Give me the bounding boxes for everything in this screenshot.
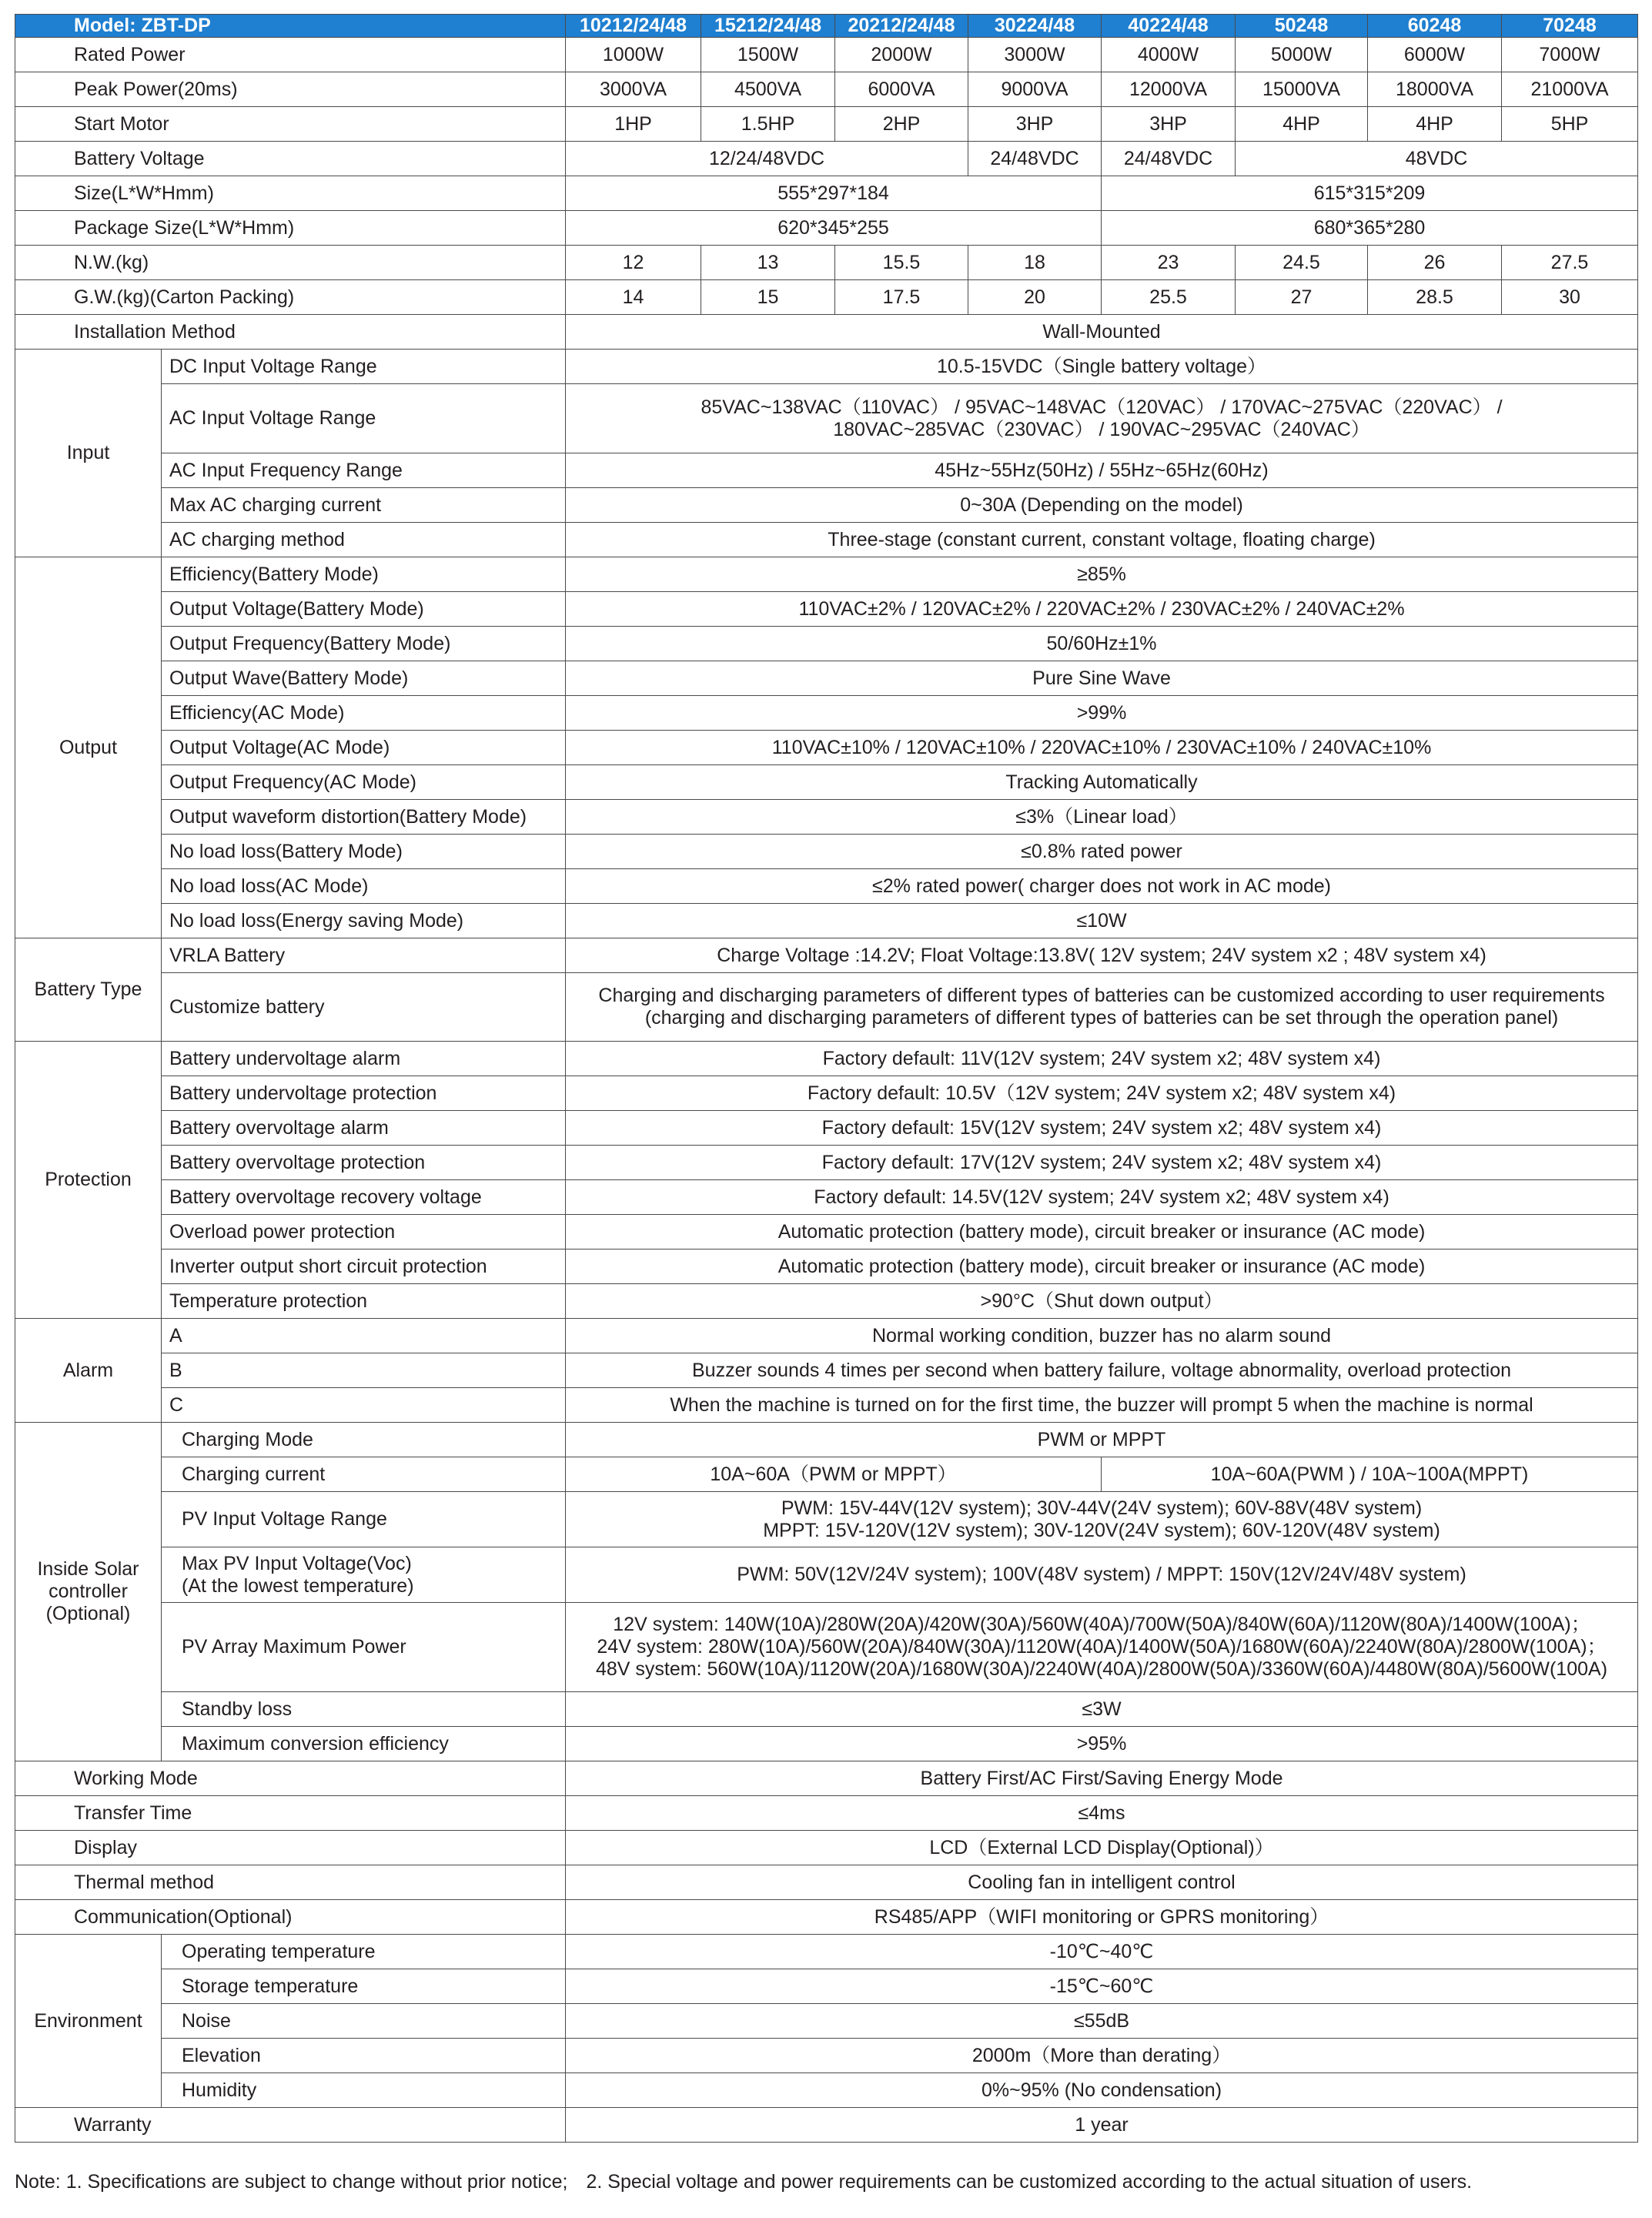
- cell-value: Charge Voltage :14.2V; Float Voltage:13.8V( 12V system; 24V system x2 ; 48V system x4): [566, 938, 1638, 973]
- nw-row: [15, 246, 1638, 280]
- model-col-7: 60248: [1368, 15, 1502, 38]
- cell-value: 85VAC~138VAC（110VAC） / 95VAC~148VAC（120VAC） / 170VAC~275VAC（220VAC） / 180VAC~285VAC（230VAC） / 190VAC~295VAC（240VAC）: [566, 384, 1638, 453]
- footnote-part-2: 2. Special voltage and power requirements can be customized according to the actual situation of users.: [586, 2171, 1473, 2193]
- model-col-4: 30224/48: [968, 15, 1102, 38]
- cell-value: RS485/APP（WIFI monitoring or GPRS monitoring）: [566, 1900, 1638, 1935]
- solar-row: [15, 1547, 1638, 1603]
- row-label: Charging Mode: [162, 1423, 566, 1457]
- row-label: Battery overvoltage alarm: [162, 1111, 566, 1146]
- row-label: Battery undervoltage protection: [162, 1076, 566, 1111]
- warranty-row: [15, 2108, 1638, 2143]
- alarm-row: [15, 1353, 1638, 1388]
- row-label: Maximum conversion efficiency: [162, 1727, 566, 1761]
- cell-value: 15: [701, 280, 835, 315]
- row-label: Thermal method: [15, 1865, 566, 1900]
- cell-value: 620*345*255: [566, 211, 1102, 246]
- model-col-2: 15212/24/48: [701, 15, 835, 38]
- protection-row: [15, 1250, 1638, 1284]
- row-label: Communication(Optional): [15, 1900, 566, 1935]
- installation-row: [15, 315, 1638, 350]
- row-label: No load loss(Energy saving Mode): [162, 904, 566, 938]
- transfer-time-row: [15, 1796, 1638, 1831]
- output-row: [15, 765, 1638, 800]
- row-label: Warranty: [15, 2108, 566, 2143]
- cell-value: 1000W: [566, 38, 701, 72]
- cell-value: 30: [1502, 280, 1638, 315]
- cell-value: 9000VA: [968, 72, 1102, 107]
- cell-value: 24/48VDC: [968, 142, 1102, 176]
- row-label: Standby loss: [162, 1692, 566, 1727]
- row-label: Charging current: [162, 1457, 566, 1492]
- row-label: Rated Power: [15, 38, 566, 72]
- cell-value: 27.5: [1502, 246, 1638, 280]
- cell-value: 680*365*280: [1102, 211, 1638, 246]
- row-label: Output Voltage(AC Mode): [162, 731, 566, 765]
- cell-value: 4000W: [1102, 38, 1236, 72]
- communication-row: [15, 1900, 1638, 1935]
- row-label: Working Mode: [15, 1761, 566, 1796]
- cell-value: When the machine is turned on for the first time, the buzzer will prompt 5 when the machine is normal: [566, 1388, 1638, 1423]
- group-label-alarm: Alarm: [15, 1319, 162, 1423]
- cell-value: Three-stage (constant current, constant voltage, floating charge): [566, 523, 1638, 557]
- row-label: Start Motor: [15, 107, 566, 142]
- solar-row: [15, 1727, 1638, 1761]
- cell-value: 45Hz~55Hz(50Hz) / 55Hz~65Hz(60Hz): [566, 453, 1638, 488]
- group-label-input: Input: [15, 350, 162, 557]
- cell-value: Charging and discharging parameters of different types of batteries can be customized according to user requirements (charging and discharging parameters of different types of batteries can be set through the operation panel): [566, 973, 1638, 1042]
- protection-row: [15, 1284, 1638, 1319]
- group-label-battery-type: Battery Type: [15, 938, 162, 1042]
- cell-value: 615*315*209: [1102, 176, 1638, 211]
- cell-value: Automatic protection (battery mode), circuit breaker or insurance (AC mode): [566, 1215, 1638, 1250]
- cell-value: 12000VA: [1102, 72, 1236, 107]
- cell-value: Factory default: 15V(12V system; 24V system x2; 48V system x4): [566, 1111, 1638, 1146]
- cell-value: Cooling fan in intelligent control: [566, 1865, 1638, 1900]
- input-row: [15, 453, 1638, 488]
- output-row: [15, 627, 1638, 661]
- cell-value: 20: [968, 280, 1102, 315]
- model-label: Model: ZBT-DP: [15, 15, 566, 38]
- row-label: Max PV Input Voltage(Voc) (At the lowest temperature): [162, 1547, 566, 1603]
- cell-value: PWM: 15V-44V(12V system); 30V-44V(24V system); 60V-88V(48V system) MPPT: 15V-120V(12V system); 30V-120V(24V system); 60V-120V(48V system): [566, 1492, 1638, 1547]
- row-label: G.W.(kg)(Carton Packing): [15, 280, 566, 315]
- cell-value: 1HP: [566, 107, 701, 142]
- cell-value: 555*297*184: [566, 176, 1102, 211]
- spec-table: [15, 14, 1638, 2143]
- row-label: Transfer Time: [15, 1796, 566, 1831]
- cell-value: 4500VA: [701, 72, 835, 107]
- row-label: No load loss(Battery Mode): [162, 835, 566, 869]
- cell-value: 18: [968, 246, 1102, 280]
- output-row: [15, 835, 1638, 869]
- cell-value: 27: [1236, 280, 1368, 315]
- protection-row: [15, 1180, 1638, 1215]
- output-row: [15, 696, 1638, 731]
- cell-value: Factory default: 11V(12V system; 24V system x2; 48V system x4): [566, 1042, 1638, 1076]
- row-label: Battery overvoltage protection: [162, 1146, 566, 1180]
- cell-value: 25.5: [1102, 280, 1236, 315]
- cell-value: 18000VA: [1368, 72, 1502, 107]
- row-label: AC Input Voltage Range: [162, 384, 566, 453]
- solar-row: [15, 1423, 1638, 1457]
- cell-value: 15.5: [835, 246, 968, 280]
- row-label: PV Array Maximum Power: [162, 1603, 566, 1692]
- model-col-5: 40224/48: [1102, 15, 1236, 38]
- battery-type-row: [15, 973, 1638, 1042]
- cell-value: Pure Sine Wave: [566, 661, 1638, 696]
- row-label: Efficiency(AC Mode): [162, 696, 566, 731]
- protection-row: [15, 1215, 1638, 1250]
- cell-value: Automatic protection (battery mode), circuit breaker or insurance (AC mode): [566, 1250, 1638, 1284]
- cell-value: Battery First/AC First/Saving Energy Mode: [566, 1761, 1638, 1796]
- cell-value: >95%: [566, 1727, 1638, 1761]
- header-row: [15, 15, 1638, 38]
- row-label: Battery undervoltage alarm: [162, 1042, 566, 1076]
- cell-value: Factory default: 10.5V（12V system; 24V system x2; 48V system x4): [566, 1076, 1638, 1111]
- cell-value: ≤4ms: [566, 1796, 1638, 1831]
- cell-value: >90°C（Shut down output）: [566, 1284, 1638, 1319]
- footnote: [15, 2171, 1472, 2193]
- cell-value: 26: [1368, 246, 1502, 280]
- cell-value: 110VAC±10% / 120VAC±10% / 220VAC±10% / 230VAC±10% / 240VAC±10%: [566, 731, 1638, 765]
- row-label: Overload power protection: [162, 1215, 566, 1250]
- cell-value: 110VAC±2% / 120VAC±2% / 220VAC±2% / 230VAC±2% / 240VAC±2%: [566, 592, 1638, 627]
- cell-value: 10.5-15VDC（Single battery voltage）: [566, 350, 1638, 384]
- cell-value: 17.5: [835, 280, 968, 315]
- cell-value: 4HP: [1368, 107, 1502, 142]
- cell-value: 14: [566, 280, 701, 315]
- solar-row: [15, 1692, 1638, 1727]
- cell-value: Buzzer sounds 4 times per second when battery failure, voltage abnormality, overload protection: [566, 1353, 1638, 1388]
- cell-value: ≤55dB: [566, 2004, 1638, 2039]
- model-col-6: 50248: [1236, 15, 1368, 38]
- cell-value: PWM: 50V(12V/24V system); 100V(48V system) / MPPT: 150V(12V/24V/48V system): [566, 1547, 1638, 1603]
- cell-value: 4HP: [1236, 107, 1368, 142]
- working-mode-row: [15, 1761, 1638, 1796]
- cell-value: 1 year: [566, 2108, 1638, 2143]
- cell-value: 21000VA: [1502, 72, 1638, 107]
- cell-value: 24.5: [1236, 246, 1368, 280]
- cell-value: 5000W: [1236, 38, 1368, 72]
- row-label: Battery Voltage: [15, 142, 566, 176]
- cell-value: -10℃~40℃: [566, 1935, 1638, 1969]
- gw-row: [15, 280, 1638, 315]
- cell-value: 7000W: [1502, 38, 1638, 72]
- output-row: [15, 557, 1638, 592]
- peak-power-row: [15, 72, 1638, 107]
- row-label: PV Input Voltage Range: [162, 1492, 566, 1547]
- cell-value: 1500W: [701, 38, 835, 72]
- output-row: [15, 661, 1638, 696]
- cell-value: Tracking Automatically: [566, 765, 1638, 800]
- row-label: AC Input Frequency Range: [162, 453, 566, 488]
- cell-value: ≤2% rated power( charger does not work in AC mode): [566, 869, 1638, 904]
- row-label: Peak Power(20ms): [15, 72, 566, 107]
- cell-value: ≤10W: [566, 904, 1638, 938]
- row-label: Battery overvoltage recovery voltage: [162, 1180, 566, 1215]
- group-label-protection: Protection: [15, 1042, 162, 1319]
- alarm-row: [15, 1319, 1638, 1353]
- row-label: N.W.(kg): [15, 246, 566, 280]
- cell-value: 1.5HP: [701, 107, 835, 142]
- row-label: Package Size(L*W*Hmm): [15, 211, 566, 246]
- group-label-environment: Environment: [15, 1935, 162, 2108]
- cell-value: 3000W: [968, 38, 1102, 72]
- battery-voltage-row: [15, 142, 1638, 176]
- row-label: Efficiency(Battery Mode): [162, 557, 566, 592]
- cell-value: 3000VA: [566, 72, 701, 107]
- environment-row: [15, 2039, 1638, 2073]
- size-row: [15, 176, 1638, 211]
- cell-value: Normal working condition, buzzer has no alarm sound: [566, 1319, 1638, 1353]
- protection-row: [15, 1111, 1638, 1146]
- environment-row: [15, 2004, 1638, 2039]
- environment-row: [15, 1935, 1638, 1969]
- group-label-solar: Inside Solar controller (Optional): [15, 1423, 162, 1761]
- row-label: No load loss(AC Mode): [162, 869, 566, 904]
- output-row: [15, 800, 1638, 835]
- cell-value: Factory default: 14.5V(12V system; 24V system x2; 48V system x4): [566, 1180, 1638, 1215]
- cell-value: 23: [1102, 246, 1236, 280]
- cell-value: 12/24/48VDC: [566, 142, 968, 176]
- output-row: [15, 904, 1638, 938]
- thermal-row: [15, 1865, 1638, 1900]
- cell-value: ≤0.8% rated power: [566, 835, 1638, 869]
- cell-value: LCD（External LCD Display(Optional)）: [566, 1831, 1638, 1865]
- output-row: [15, 869, 1638, 904]
- row-label: AC charging method: [162, 523, 566, 557]
- cell-value: 28.5: [1368, 280, 1502, 315]
- cell-value: 13: [701, 246, 835, 280]
- model-col-8: 70248: [1502, 15, 1638, 38]
- row-label: Display: [15, 1831, 566, 1865]
- row-label: A: [162, 1319, 566, 1353]
- row-label: Customize battery: [162, 973, 566, 1042]
- cell-value: -15℃~60℃: [566, 1969, 1638, 2004]
- output-row: [15, 731, 1638, 765]
- cell-value: 6000W: [1368, 38, 1502, 72]
- input-row: [15, 488, 1638, 523]
- battery-type-row: [15, 938, 1638, 973]
- row-label: Operating temperature: [162, 1935, 566, 1969]
- row-label: Noise: [162, 2004, 566, 2039]
- alarm-row: [15, 1388, 1638, 1423]
- input-row: [15, 350, 1638, 384]
- model-col-1: 10212/24/48: [566, 15, 701, 38]
- row-label: Temperature protection: [162, 1284, 566, 1319]
- row-label: C: [162, 1388, 566, 1423]
- row-label: Inverter output short circuit protection: [162, 1250, 566, 1284]
- cell-value: 2000m（More than derating）: [566, 2039, 1638, 2073]
- protection-row: [15, 1076, 1638, 1111]
- row-label: Output Voltage(Battery Mode): [162, 592, 566, 627]
- package-size-row: [15, 211, 1638, 246]
- environment-row: [15, 1969, 1638, 2004]
- row-label: B: [162, 1353, 566, 1388]
- row-label: Output Wave(Battery Mode): [162, 661, 566, 696]
- row-label: Output Frequency(Battery Mode): [162, 627, 566, 661]
- cell-value: 50/60Hz±1%: [566, 627, 1638, 661]
- cell-value: 24/48VDC: [1102, 142, 1236, 176]
- row-label: VRLA Battery: [162, 938, 566, 973]
- cell-value: 10A~60A(PWM ) / 10A~100A(MPPT): [1102, 1457, 1638, 1492]
- model-col-3: 20212/24/48: [835, 15, 968, 38]
- cell-value: 48VDC: [1236, 142, 1638, 176]
- cell-value: 3HP: [968, 107, 1102, 142]
- start-motor-row: [15, 107, 1638, 142]
- row-label: Humidity: [162, 2073, 566, 2108]
- row-label: Size(L*W*Hmm): [15, 176, 566, 211]
- row-label: Output Frequency(AC Mode): [162, 765, 566, 800]
- cell-value: 12: [566, 246, 701, 280]
- output-row: [15, 592, 1638, 627]
- protection-row: [15, 1146, 1638, 1180]
- input-row: [15, 384, 1638, 453]
- footnote-part-1: Note: 1. Specifications are subject to change without prior notice;: [15, 2171, 568, 2193]
- display-row: [15, 1831, 1638, 1865]
- cell-value: 2HP: [835, 107, 968, 142]
- cell-value: 3HP: [1102, 107, 1236, 142]
- spec-sheet: [15, 14, 1637, 2143]
- group-label-output: Output: [15, 557, 162, 938]
- cell-value: 5HP: [1502, 107, 1638, 142]
- solar-row: [15, 1603, 1638, 1692]
- protection-row: [15, 1042, 1638, 1076]
- cell-value: PWM or MPPT: [566, 1423, 1638, 1457]
- cell-value: ≤3%（Linear load）: [566, 800, 1638, 835]
- cell-value: Factory default: 17V(12V system; 24V system x2; 48V system x4): [566, 1146, 1638, 1180]
- row-label: Storage temperature: [162, 1969, 566, 2004]
- row-label: Elevation: [162, 2039, 566, 2073]
- rated-power-row: [15, 38, 1638, 72]
- cell-value: ≥85%: [566, 557, 1638, 592]
- cell-value: ≤3W: [566, 1692, 1638, 1727]
- cell-value: 0%~95% (No condensation): [566, 2073, 1638, 2108]
- cell-value: >99%: [566, 696, 1638, 731]
- row-label: Output waveform distortion(Battery Mode): [162, 800, 566, 835]
- cell-value: 2000W: [835, 38, 968, 72]
- cell-value: 0~30A (Depending on the model): [566, 488, 1638, 523]
- solar-row: [15, 1457, 1638, 1492]
- input-row: [15, 523, 1638, 557]
- row-label: Max AC charging current: [162, 488, 566, 523]
- row-label: Installation Method: [15, 315, 566, 350]
- cell-value: 12V system: 140W(10A)/280W(20A)/420W(30A)/560W(40A)/700W(50A)/840W(60A)/1120W(80A)/1400W(100A)； 24V system: 280W(10A)/560W(20A)/840W(30A)/1120W(40A)/1400W(50A)/1680W(60A)/2240W(80A)/2800W(100A)； 48V system: 560W(10A)/1120W(20A)/1680W(30A)/2240W(40A)/2800W(50A)/3360W(60A)/4480W(80A)/5600W(100A): [566, 1603, 1638, 1692]
- solar-row: [15, 1492, 1638, 1547]
- cell-value: 15000VA: [1236, 72, 1368, 107]
- environment-row: [15, 2073, 1638, 2108]
- cell-value: 10A~60A（PWM or MPPT）: [566, 1457, 1102, 1492]
- cell-value: 6000VA: [835, 72, 968, 107]
- row-label: DC Input Voltage Range: [162, 350, 566, 384]
- cell-value: Wall-Mounted: [566, 315, 1638, 350]
